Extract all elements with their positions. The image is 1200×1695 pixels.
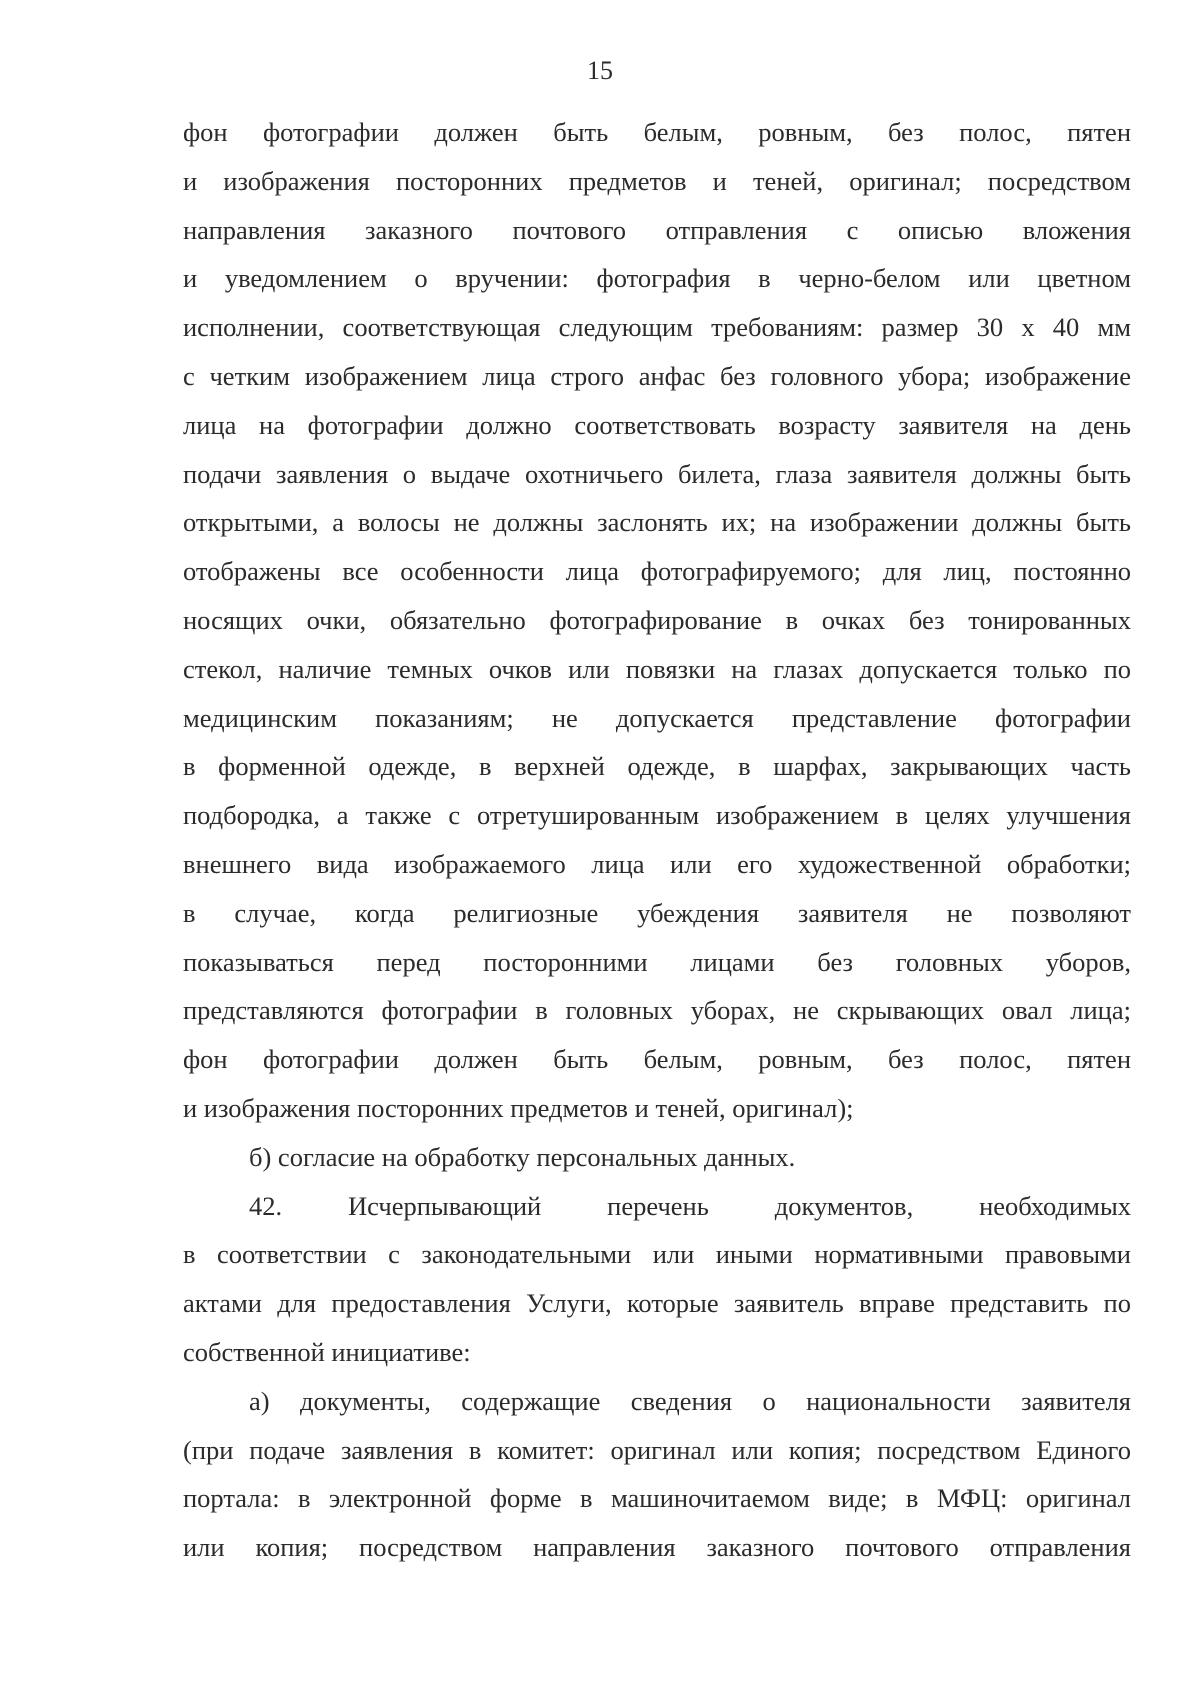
list-item-b: б) согласие на обработку персональных данных. — [249, 1141, 796, 1172]
text-line: фон фотографии должен быть белым, ровным, без полос, пятен — [183, 117, 1131, 147]
text-line: собственной инициативе: — [183, 1336, 471, 1367]
text-line: актами для предоставления Услуги, которые заявитель вправе представить по — [183, 1288, 1131, 1319]
page-number: 15 — [587, 56, 613, 85]
text-line: представляются фотографии в головных уборах, не скрывающих овал лица; — [183, 995, 1131, 1026]
text-line: и изображения посторонних предметов и теней, оригинал); — [183, 1092, 854, 1123]
text-line: открытыми, а волосы не должны заслонять их; на изображении должны быть — [183, 507, 1131, 538]
text-line: портала: в электронной форме в машиночитаемом виде; в МФЦ: оригинал — [183, 1483, 1131, 1514]
text-line: с четким изображением лица строго анфас без головного убора; изображение — [183, 360, 1131, 391]
text-line: фон фотографии должен быть белым, ровным, без полос, пятен — [183, 1044, 1131, 1075]
text-line: подбородка, а также с отретушированным изображением в целях улучшения — [183, 800, 1131, 831]
text-line: в форменной одежде, в верхней одежде, в шарфах, закрывающих часть — [183, 751, 1131, 782]
text-line: и изображения посторонних предметов и теней, оригинал; посредством — [183, 165, 1131, 196]
text-line: внешнего вида изображаемого лица или его художественной обработки; — [183, 848, 1131, 879]
text-line: или копия; посредством направления заказного почтового отправления — [183, 1532, 1131, 1563]
text-line: медицинским показаниям; не допускается представление фотографии — [183, 702, 1131, 733]
text-line: лица на фотографии должно соответствовать возрасту заявителя на день — [183, 409, 1131, 440]
text-line: и уведомлением о вручении: фотография в черно-белом или цветном — [183, 263, 1131, 294]
text-line: направления заказного почтового отправления с описью вложения — [183, 214, 1131, 245]
document-body — [183, 108, 1131, 1572]
text-line: носящих очки, обязательно фотографирование в очках без тонированных — [183, 604, 1131, 635]
text-line: показываться перед посторонними лицами без головных уборов, — [183, 946, 1131, 977]
text-line: стекол, наличие темных очков или повязки на глазах допускается только по — [183, 653, 1131, 684]
text-line: (при подаче заявления в комитет: оригинал или копия; посредством Единого — [183, 1434, 1131, 1465]
paragraph-42-heading: 42. Исчерпывающий перечень документов, необходимых — [249, 1190, 1131, 1221]
text-line: в соответствии с законодательными или иными нормативными правовыми — [183, 1239, 1131, 1270]
text-line: исполнении, соответствующая следующим требованиям: размер 30 х 40 мм — [183, 312, 1131, 343]
list-item-a: а) документы, содержащие сведения о национальности заявителя — [249, 1385, 1131, 1416]
text-line: подачи заявления о выдаче охотничьего билета, глаза заявителя должны быть — [183, 458, 1131, 489]
text-line: отображены все особенности лица фотографируемого; для лиц, постоянно — [183, 556, 1131, 587]
text-line: в случае, когда религиозные убеждения заявителя не позволяют — [183, 897, 1131, 928]
